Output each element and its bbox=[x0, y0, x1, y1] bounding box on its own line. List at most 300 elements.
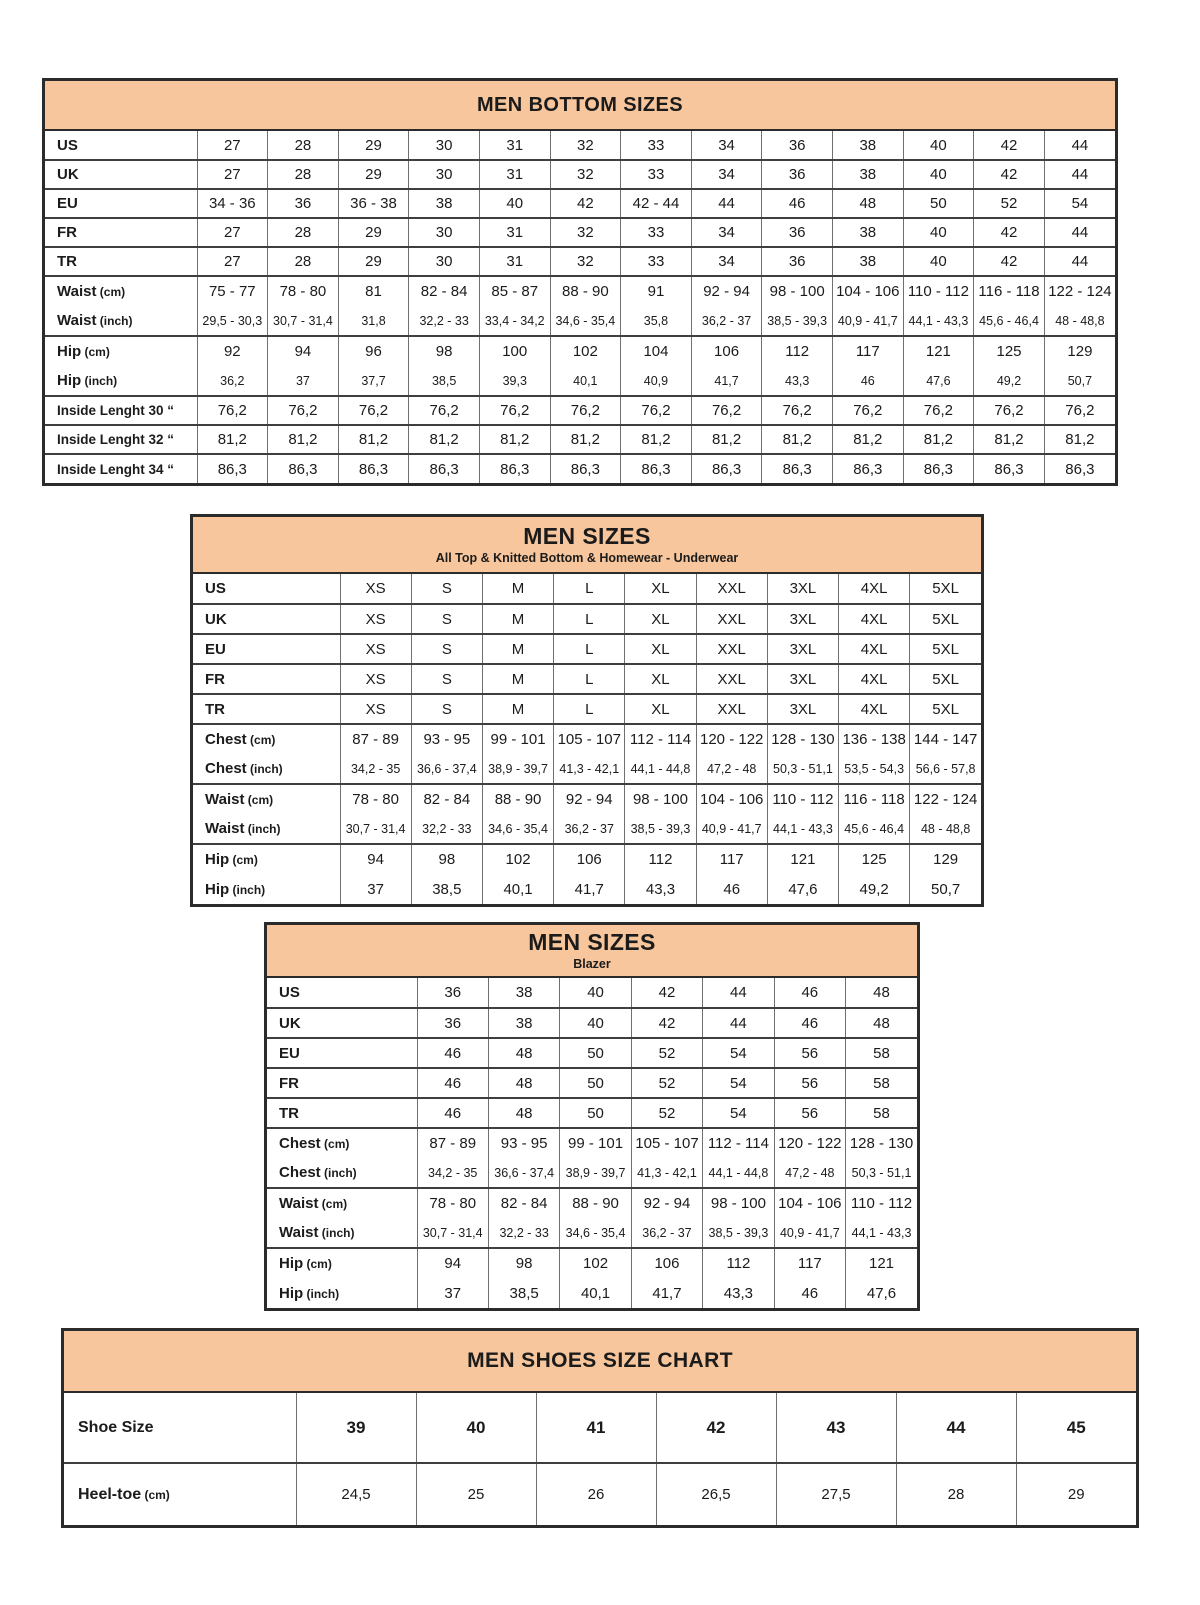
table-title: MEN BOTTOM SIZES bbox=[476, 94, 684, 116]
size-value-cell: 41,7 bbox=[631, 1278, 702, 1308]
size-value-cell: 36 bbox=[417, 978, 488, 1008]
size-value-cell: M bbox=[482, 574, 553, 604]
size-value-cell: 44 bbox=[703, 978, 774, 1008]
size-value-cell: 102 bbox=[482, 844, 553, 874]
men-sizes-blazer-table bbox=[264, 922, 920, 1311]
size-value-cell: 38,5 - 39,3 bbox=[625, 814, 696, 844]
size-value-cell: 129 bbox=[910, 844, 981, 874]
size-value-cell: 29 bbox=[338, 218, 409, 247]
row-label: US bbox=[45, 131, 197, 160]
size-value-cell: 26 bbox=[536, 1463, 656, 1525]
size-value-cell: 86,3 bbox=[479, 454, 550, 483]
size-value-cell: 76,2 bbox=[550, 396, 621, 425]
size-value-cell: 48 bbox=[846, 978, 917, 1008]
size-value-cell: 40,1 bbox=[482, 874, 553, 904]
size-value-cell: 42 bbox=[550, 189, 621, 218]
size-value-cell: 50,7 bbox=[1044, 366, 1115, 396]
size-value-cell: 116 - 118 bbox=[839, 784, 910, 814]
size-value-cell: S bbox=[411, 604, 482, 634]
size-value-cell: 125 bbox=[839, 844, 910, 874]
size-value-cell: 87 - 89 bbox=[417, 1128, 488, 1158]
size-value-cell: 3XL bbox=[767, 694, 838, 724]
row-label: Chest (cm) bbox=[193, 724, 340, 754]
size-value-cell: 34 - 36 bbox=[197, 189, 268, 218]
size-value-cell: 98 bbox=[409, 336, 480, 366]
size-value-cell: 32,2 - 33 bbox=[409, 306, 480, 336]
row-label: EU bbox=[45, 189, 197, 218]
size-value-cell: 99 - 101 bbox=[482, 724, 553, 754]
size-value-cell: 43,3 bbox=[703, 1278, 774, 1308]
size-value-cell: 110 - 112 bbox=[767, 784, 838, 814]
size-value-cell: XL bbox=[625, 574, 696, 604]
row-label: TR bbox=[267, 1098, 417, 1128]
size-value-cell: 78 - 80 bbox=[417, 1188, 488, 1218]
size-value-cell: 117 bbox=[696, 844, 767, 874]
size-value-cell: XL bbox=[625, 604, 696, 634]
size-value-cell: 81,2 bbox=[197, 425, 268, 454]
size-value-cell: 36 bbox=[417, 1008, 488, 1038]
size-value-cell: 4XL bbox=[839, 664, 910, 694]
size-value-cell: XS bbox=[340, 664, 411, 694]
size-value-cell: 36,6 - 37,4 bbox=[411, 754, 482, 784]
size-value-cell: 81,2 bbox=[974, 425, 1045, 454]
table-row bbox=[193, 604, 981, 634]
size-value-cell: 81,2 bbox=[479, 425, 550, 454]
size-value-cell: 86,3 bbox=[762, 454, 833, 483]
size-value-cell: 58 bbox=[846, 1098, 917, 1128]
size-value-cell: 35,8 bbox=[621, 306, 692, 336]
size-value-cell: 36,6 - 37,4 bbox=[488, 1158, 559, 1188]
size-value-cell: 44 bbox=[1044, 131, 1115, 160]
size-value-cell: M bbox=[482, 694, 553, 724]
size-value-cell: 56,6 - 57,8 bbox=[910, 754, 981, 784]
size-value-cell: 88 - 90 bbox=[550, 276, 621, 306]
size-value-cell: 48 bbox=[488, 1098, 559, 1128]
size-value-cell: 42 bbox=[631, 978, 702, 1008]
size-value-cell: 28 bbox=[268, 160, 339, 189]
size-table bbox=[64, 1393, 1136, 1525]
size-value-cell: 106 bbox=[691, 336, 762, 366]
size-value-cell: 88 - 90 bbox=[482, 784, 553, 814]
size-value-cell: 48 bbox=[846, 1008, 917, 1038]
size-value-cell: 4XL bbox=[839, 574, 910, 604]
size-value-cell: 52 bbox=[974, 189, 1045, 218]
table-title: MEN SIZES bbox=[523, 522, 651, 549]
size-value-cell: 42 bbox=[974, 160, 1045, 189]
size-value-cell: 37 bbox=[340, 874, 411, 904]
size-value-cell: 34,6 - 35,4 bbox=[550, 306, 621, 336]
size-value-cell: 36,2 - 37 bbox=[631, 1218, 702, 1248]
size-value-cell: L bbox=[554, 574, 625, 604]
row-label: Chest (inch) bbox=[193, 754, 340, 784]
size-value-cell: 54 bbox=[703, 1068, 774, 1098]
size-value-cell: 122 - 124 bbox=[1044, 276, 1115, 306]
size-value-cell: 112 bbox=[703, 1248, 774, 1278]
size-value-cell: 56 bbox=[774, 1068, 845, 1098]
size-value-cell: 29,5 - 30,3 bbox=[197, 306, 268, 336]
size-value-cell: 38 bbox=[832, 160, 903, 189]
size-value-cell: 33 bbox=[621, 131, 692, 160]
size-value-cell: 40 bbox=[903, 247, 974, 276]
size-value-cell: 81,2 bbox=[832, 425, 903, 454]
size-value-cell: 86,3 bbox=[1044, 454, 1115, 483]
size-value-cell: 33 bbox=[621, 160, 692, 189]
size-value-cell: 86,3 bbox=[338, 454, 409, 483]
size-value-cell: 76,2 bbox=[479, 396, 550, 425]
size-value-cell: 76,2 bbox=[338, 396, 409, 425]
size-value-cell: 76,2 bbox=[197, 396, 268, 425]
size-value-cell: 128 - 130 bbox=[846, 1128, 917, 1158]
size-value-cell: 36 bbox=[268, 189, 339, 218]
table-row bbox=[193, 574, 981, 604]
size-value-cell: M bbox=[482, 664, 553, 694]
size-value-cell: 36,2 - 37 bbox=[554, 814, 625, 844]
size-value-cell: 88 - 90 bbox=[560, 1188, 631, 1218]
row-label: Chest (cm) bbox=[267, 1128, 417, 1158]
size-value-cell: 28 bbox=[268, 131, 339, 160]
row-label: Hip (inch) bbox=[267, 1278, 417, 1308]
size-value-cell: 30 bbox=[409, 160, 480, 189]
size-value-cell: 58 bbox=[846, 1068, 917, 1098]
size-value-cell: 48 bbox=[488, 1038, 559, 1068]
table-row bbox=[64, 1463, 1136, 1525]
row-label: Inside Lenght 32 “ bbox=[45, 425, 197, 454]
row-label: US bbox=[267, 978, 417, 1008]
size-value-cell: 38,5 - 39,3 bbox=[762, 306, 833, 336]
size-value-cell: 78 - 80 bbox=[268, 276, 339, 306]
table-row bbox=[64, 1393, 1136, 1463]
size-value-cell: 42 bbox=[656, 1393, 776, 1463]
size-value-cell: 44 bbox=[1044, 218, 1115, 247]
size-value-cell: 86,3 bbox=[832, 454, 903, 483]
size-value-cell: 30,7 - 31,4 bbox=[268, 306, 339, 336]
size-value-cell: 81,2 bbox=[762, 425, 833, 454]
size-value-cell: 50,3 - 51,1 bbox=[846, 1158, 917, 1188]
size-value-cell: 40,9 - 41,7 bbox=[696, 814, 767, 844]
table-row bbox=[45, 396, 1115, 425]
size-value-cell: 49,2 bbox=[839, 874, 910, 904]
size-value-cell: 46 bbox=[696, 874, 767, 904]
size-value-cell: 34,2 - 35 bbox=[340, 754, 411, 784]
size-value-cell: 42 bbox=[974, 247, 1045, 276]
size-value-cell: 34,6 - 35,4 bbox=[482, 814, 553, 844]
size-value-cell: 39 bbox=[296, 1393, 416, 1463]
row-label: UK bbox=[193, 604, 340, 634]
size-table bbox=[193, 574, 981, 904]
size-value-cell: 92 - 94 bbox=[554, 784, 625, 814]
size-value-cell: 31 bbox=[479, 247, 550, 276]
size-value-cell: 29 bbox=[338, 247, 409, 276]
size-table bbox=[267, 978, 917, 1308]
size-value-cell: XXL bbox=[696, 664, 767, 694]
row-label: TR bbox=[45, 247, 197, 276]
size-value-cell: 5XL bbox=[910, 604, 981, 634]
row-label: Hip (cm) bbox=[267, 1248, 417, 1278]
size-value-cell: 40,9 - 41,7 bbox=[832, 306, 903, 336]
row-label: FR bbox=[193, 664, 340, 694]
size-value-cell: XL bbox=[625, 664, 696, 694]
table-row bbox=[267, 1218, 917, 1248]
size-value-cell: 50,7 bbox=[910, 874, 981, 904]
size-value-cell: L bbox=[554, 664, 625, 694]
size-value-cell: 76,2 bbox=[974, 396, 1045, 425]
row-label: Hip (cm) bbox=[45, 336, 197, 366]
size-value-cell: 31 bbox=[479, 218, 550, 247]
size-value-cell: 96 bbox=[338, 336, 409, 366]
size-value-cell: 58 bbox=[846, 1038, 917, 1068]
size-value-cell: 25 bbox=[416, 1463, 536, 1525]
men-shoes-size-table bbox=[61, 1328, 1139, 1528]
row-label: Shoe Size bbox=[64, 1393, 296, 1463]
size-value-cell: XS bbox=[340, 634, 411, 664]
size-value-cell: 50 bbox=[560, 1068, 631, 1098]
table-row bbox=[267, 1008, 917, 1038]
table-header bbox=[193, 517, 981, 574]
size-value-cell: 117 bbox=[774, 1248, 845, 1278]
size-value-cell: 144 - 147 bbox=[910, 724, 981, 754]
table-header bbox=[64, 1331, 1136, 1393]
size-value-cell: 38 bbox=[832, 218, 903, 247]
size-value-cell: 34 bbox=[691, 218, 762, 247]
row-label: Waist (cm) bbox=[45, 276, 197, 306]
size-value-cell: 36,2 bbox=[197, 366, 268, 396]
size-value-cell: 81,2 bbox=[903, 425, 974, 454]
size-value-cell: L bbox=[554, 634, 625, 664]
size-value-cell: 87 - 89 bbox=[340, 724, 411, 754]
row-label: TR bbox=[193, 694, 340, 724]
table-row bbox=[45, 131, 1115, 160]
size-value-cell: 40 bbox=[560, 978, 631, 1008]
size-value-cell: 128 - 130 bbox=[767, 724, 838, 754]
size-value-cell: 86,3 bbox=[691, 454, 762, 483]
size-value-cell: 42 bbox=[974, 131, 1045, 160]
size-value-cell: 76,2 bbox=[621, 396, 692, 425]
table-row bbox=[267, 1158, 917, 1188]
size-value-cell: 44 bbox=[691, 189, 762, 218]
table-row bbox=[193, 664, 981, 694]
men-sizes-top-table bbox=[190, 514, 984, 907]
size-value-cell: 3XL bbox=[767, 574, 838, 604]
size-value-cell: XS bbox=[340, 604, 411, 634]
men-bottom-sizes-table bbox=[42, 78, 1118, 486]
size-value-cell: 28 bbox=[896, 1463, 1016, 1525]
size-value-cell: 99 - 101 bbox=[560, 1128, 631, 1158]
size-value-cell: 32 bbox=[550, 131, 621, 160]
size-value-cell: 104 - 106 bbox=[696, 784, 767, 814]
size-value-cell: S bbox=[411, 694, 482, 724]
size-value-cell: 40 bbox=[479, 189, 550, 218]
size-value-cell: 27 bbox=[197, 218, 268, 247]
size-value-cell: 112 - 114 bbox=[625, 724, 696, 754]
row-label: Chest (inch) bbox=[267, 1158, 417, 1188]
size-value-cell: 86,3 bbox=[621, 454, 692, 483]
size-value-cell: 50 bbox=[560, 1038, 631, 1068]
size-value-cell: 46 bbox=[417, 1098, 488, 1128]
size-value-cell: 31 bbox=[479, 160, 550, 189]
size-value-cell: 30 bbox=[409, 247, 480, 276]
size-value-cell: 81,2 bbox=[550, 425, 621, 454]
size-value-cell: 98 - 100 bbox=[762, 276, 833, 306]
size-value-cell: 76,2 bbox=[1044, 396, 1115, 425]
size-value-cell: 42 bbox=[631, 1008, 702, 1038]
size-value-cell: 120 - 122 bbox=[696, 724, 767, 754]
size-value-cell: 38,9 - 39,7 bbox=[560, 1158, 631, 1188]
row-label: EU bbox=[193, 634, 340, 664]
table-title: MEN SHOES SIZE CHART bbox=[467, 1349, 733, 1373]
size-value-cell: 81,2 bbox=[621, 425, 692, 454]
size-value-cell: 46 bbox=[417, 1038, 488, 1068]
size-value-cell: 47,6 bbox=[767, 874, 838, 904]
size-value-cell: 4XL bbox=[839, 634, 910, 664]
table-row bbox=[267, 1098, 917, 1128]
size-value-cell: 40 bbox=[416, 1393, 536, 1463]
table-row bbox=[45, 306, 1115, 336]
size-value-cell: 49,2 bbox=[974, 366, 1045, 396]
size-value-cell: 56 bbox=[774, 1098, 845, 1128]
size-value-cell: 37 bbox=[417, 1278, 488, 1308]
size-value-cell: 98 bbox=[488, 1248, 559, 1278]
size-value-cell: 36,2 - 37 bbox=[691, 306, 762, 336]
table-row bbox=[193, 874, 981, 904]
size-value-cell: 54 bbox=[1044, 189, 1115, 218]
size-value-cell: M bbox=[482, 604, 553, 634]
size-value-cell: 104 - 106 bbox=[774, 1188, 845, 1218]
size-value-cell: XL bbox=[625, 694, 696, 724]
table-row bbox=[193, 784, 981, 814]
size-value-cell: 42 - 44 bbox=[621, 189, 692, 218]
size-value-cell: 47,6 bbox=[903, 366, 974, 396]
size-value-cell: 86,3 bbox=[268, 454, 339, 483]
table-row bbox=[45, 160, 1115, 189]
size-value-cell: 106 bbox=[631, 1248, 702, 1278]
size-value-cell: 33 bbox=[621, 218, 692, 247]
size-value-cell: 105 - 107 bbox=[631, 1128, 702, 1158]
size-value-cell: 112 bbox=[625, 844, 696, 874]
size-value-cell: 24,5 bbox=[296, 1463, 416, 1525]
size-value-cell: 129 bbox=[1044, 336, 1115, 366]
size-value-cell: 86,3 bbox=[550, 454, 621, 483]
size-value-cell: 47,2 - 48 bbox=[774, 1158, 845, 1188]
row-label: Hip (inch) bbox=[193, 874, 340, 904]
size-value-cell: 32 bbox=[550, 247, 621, 276]
size-value-cell: 46 bbox=[417, 1068, 488, 1098]
size-value-cell: 47,6 bbox=[846, 1278, 917, 1308]
size-value-cell: 30 bbox=[409, 131, 480, 160]
size-value-cell: 44,1 - 44,8 bbox=[625, 754, 696, 784]
size-value-cell: 28 bbox=[268, 218, 339, 247]
size-value-cell: 36 bbox=[762, 131, 833, 160]
size-value-cell: 98 - 100 bbox=[625, 784, 696, 814]
size-value-cell: 40 bbox=[903, 160, 974, 189]
size-value-cell: 136 - 138 bbox=[839, 724, 910, 754]
table-row bbox=[45, 189, 1115, 218]
size-value-cell: 125 bbox=[974, 336, 1045, 366]
row-label: Hip (cm) bbox=[193, 844, 340, 874]
size-value-cell: 34,6 - 35,4 bbox=[560, 1218, 631, 1248]
row-label: UK bbox=[267, 1008, 417, 1038]
size-value-cell: 41 bbox=[536, 1393, 656, 1463]
size-value-cell: 82 - 84 bbox=[488, 1188, 559, 1218]
size-value-cell: 85 - 87 bbox=[479, 276, 550, 306]
size-value-cell: 34,2 - 35 bbox=[417, 1158, 488, 1188]
size-value-cell: 32,2 - 33 bbox=[411, 814, 482, 844]
size-value-cell: 31,8 bbox=[338, 306, 409, 336]
size-value-cell: 38 bbox=[409, 189, 480, 218]
size-value-cell: 76,2 bbox=[409, 396, 480, 425]
size-value-cell: 52 bbox=[631, 1098, 702, 1128]
size-value-cell: 54 bbox=[703, 1038, 774, 1068]
size-value-cell: 36 bbox=[762, 247, 833, 276]
size-value-cell: 40 bbox=[560, 1008, 631, 1038]
size-value-cell: 86,3 bbox=[197, 454, 268, 483]
size-value-cell: L bbox=[554, 694, 625, 724]
size-value-cell: 76,2 bbox=[268, 396, 339, 425]
size-value-cell: 41,7 bbox=[691, 366, 762, 396]
table-header bbox=[45, 81, 1115, 131]
size-value-cell: 110 - 112 bbox=[903, 276, 974, 306]
row-label: Waist (inch) bbox=[267, 1218, 417, 1248]
size-value-cell: 112 - 114 bbox=[703, 1128, 774, 1158]
size-value-cell: 50,3 - 51,1 bbox=[767, 754, 838, 784]
size-value-cell: 121 bbox=[846, 1248, 917, 1278]
size-value-cell: 43,3 bbox=[762, 366, 833, 396]
size-value-cell: XL bbox=[625, 634, 696, 664]
size-value-cell: XXL bbox=[696, 574, 767, 604]
size-value-cell: 38,5 bbox=[409, 366, 480, 396]
size-value-cell: 56 bbox=[774, 1038, 845, 1068]
size-value-cell: 98 - 100 bbox=[703, 1188, 774, 1218]
size-value-cell: XXL bbox=[696, 604, 767, 634]
row-label: UK bbox=[45, 160, 197, 189]
size-value-cell: 43 bbox=[776, 1393, 896, 1463]
size-value-cell: 27 bbox=[197, 131, 268, 160]
row-label: Inside Lenght 34 “ bbox=[45, 454, 197, 483]
size-value-cell: XS bbox=[340, 574, 411, 604]
size-value-cell: 4XL bbox=[839, 604, 910, 634]
size-value-cell: 105 - 107 bbox=[554, 724, 625, 754]
row-label: Waist (cm) bbox=[267, 1188, 417, 1218]
size-value-cell: 91 bbox=[621, 276, 692, 306]
size-value-cell: 38,5 bbox=[411, 874, 482, 904]
size-value-cell: 38,9 - 39,7 bbox=[482, 754, 553, 784]
size-value-cell: 5XL bbox=[910, 574, 981, 604]
table-row bbox=[267, 1188, 917, 1218]
size-value-cell: 3XL bbox=[767, 634, 838, 664]
size-value-cell: 116 - 118 bbox=[974, 276, 1045, 306]
size-value-cell: 76,2 bbox=[691, 396, 762, 425]
size-value-cell: 36 bbox=[762, 160, 833, 189]
size-value-cell: 92 bbox=[197, 336, 268, 366]
table-row bbox=[45, 454, 1115, 483]
size-value-cell: 34 bbox=[691, 247, 762, 276]
size-value-cell: 104 bbox=[621, 336, 692, 366]
row-label: Inside Lenght 30 “ bbox=[45, 396, 197, 425]
size-value-cell: 5XL bbox=[910, 634, 981, 664]
size-value-cell: 29 bbox=[1016, 1463, 1136, 1525]
table-row bbox=[267, 1038, 917, 1068]
size-value-cell: 98 bbox=[411, 844, 482, 874]
size-value-cell: 34 bbox=[691, 131, 762, 160]
row-label: Heel-toe (cm) bbox=[64, 1463, 296, 1525]
size-value-cell: 94 bbox=[340, 844, 411, 874]
size-value-cell: 48 - 48,8 bbox=[910, 814, 981, 844]
size-value-cell: 76,2 bbox=[832, 396, 903, 425]
size-value-cell: 36 - 38 bbox=[338, 189, 409, 218]
size-value-cell: 41,3 - 42,1 bbox=[631, 1158, 702, 1188]
table-row bbox=[193, 634, 981, 664]
size-value-cell: 82 - 84 bbox=[411, 784, 482, 814]
size-value-cell: 44 bbox=[703, 1008, 774, 1038]
